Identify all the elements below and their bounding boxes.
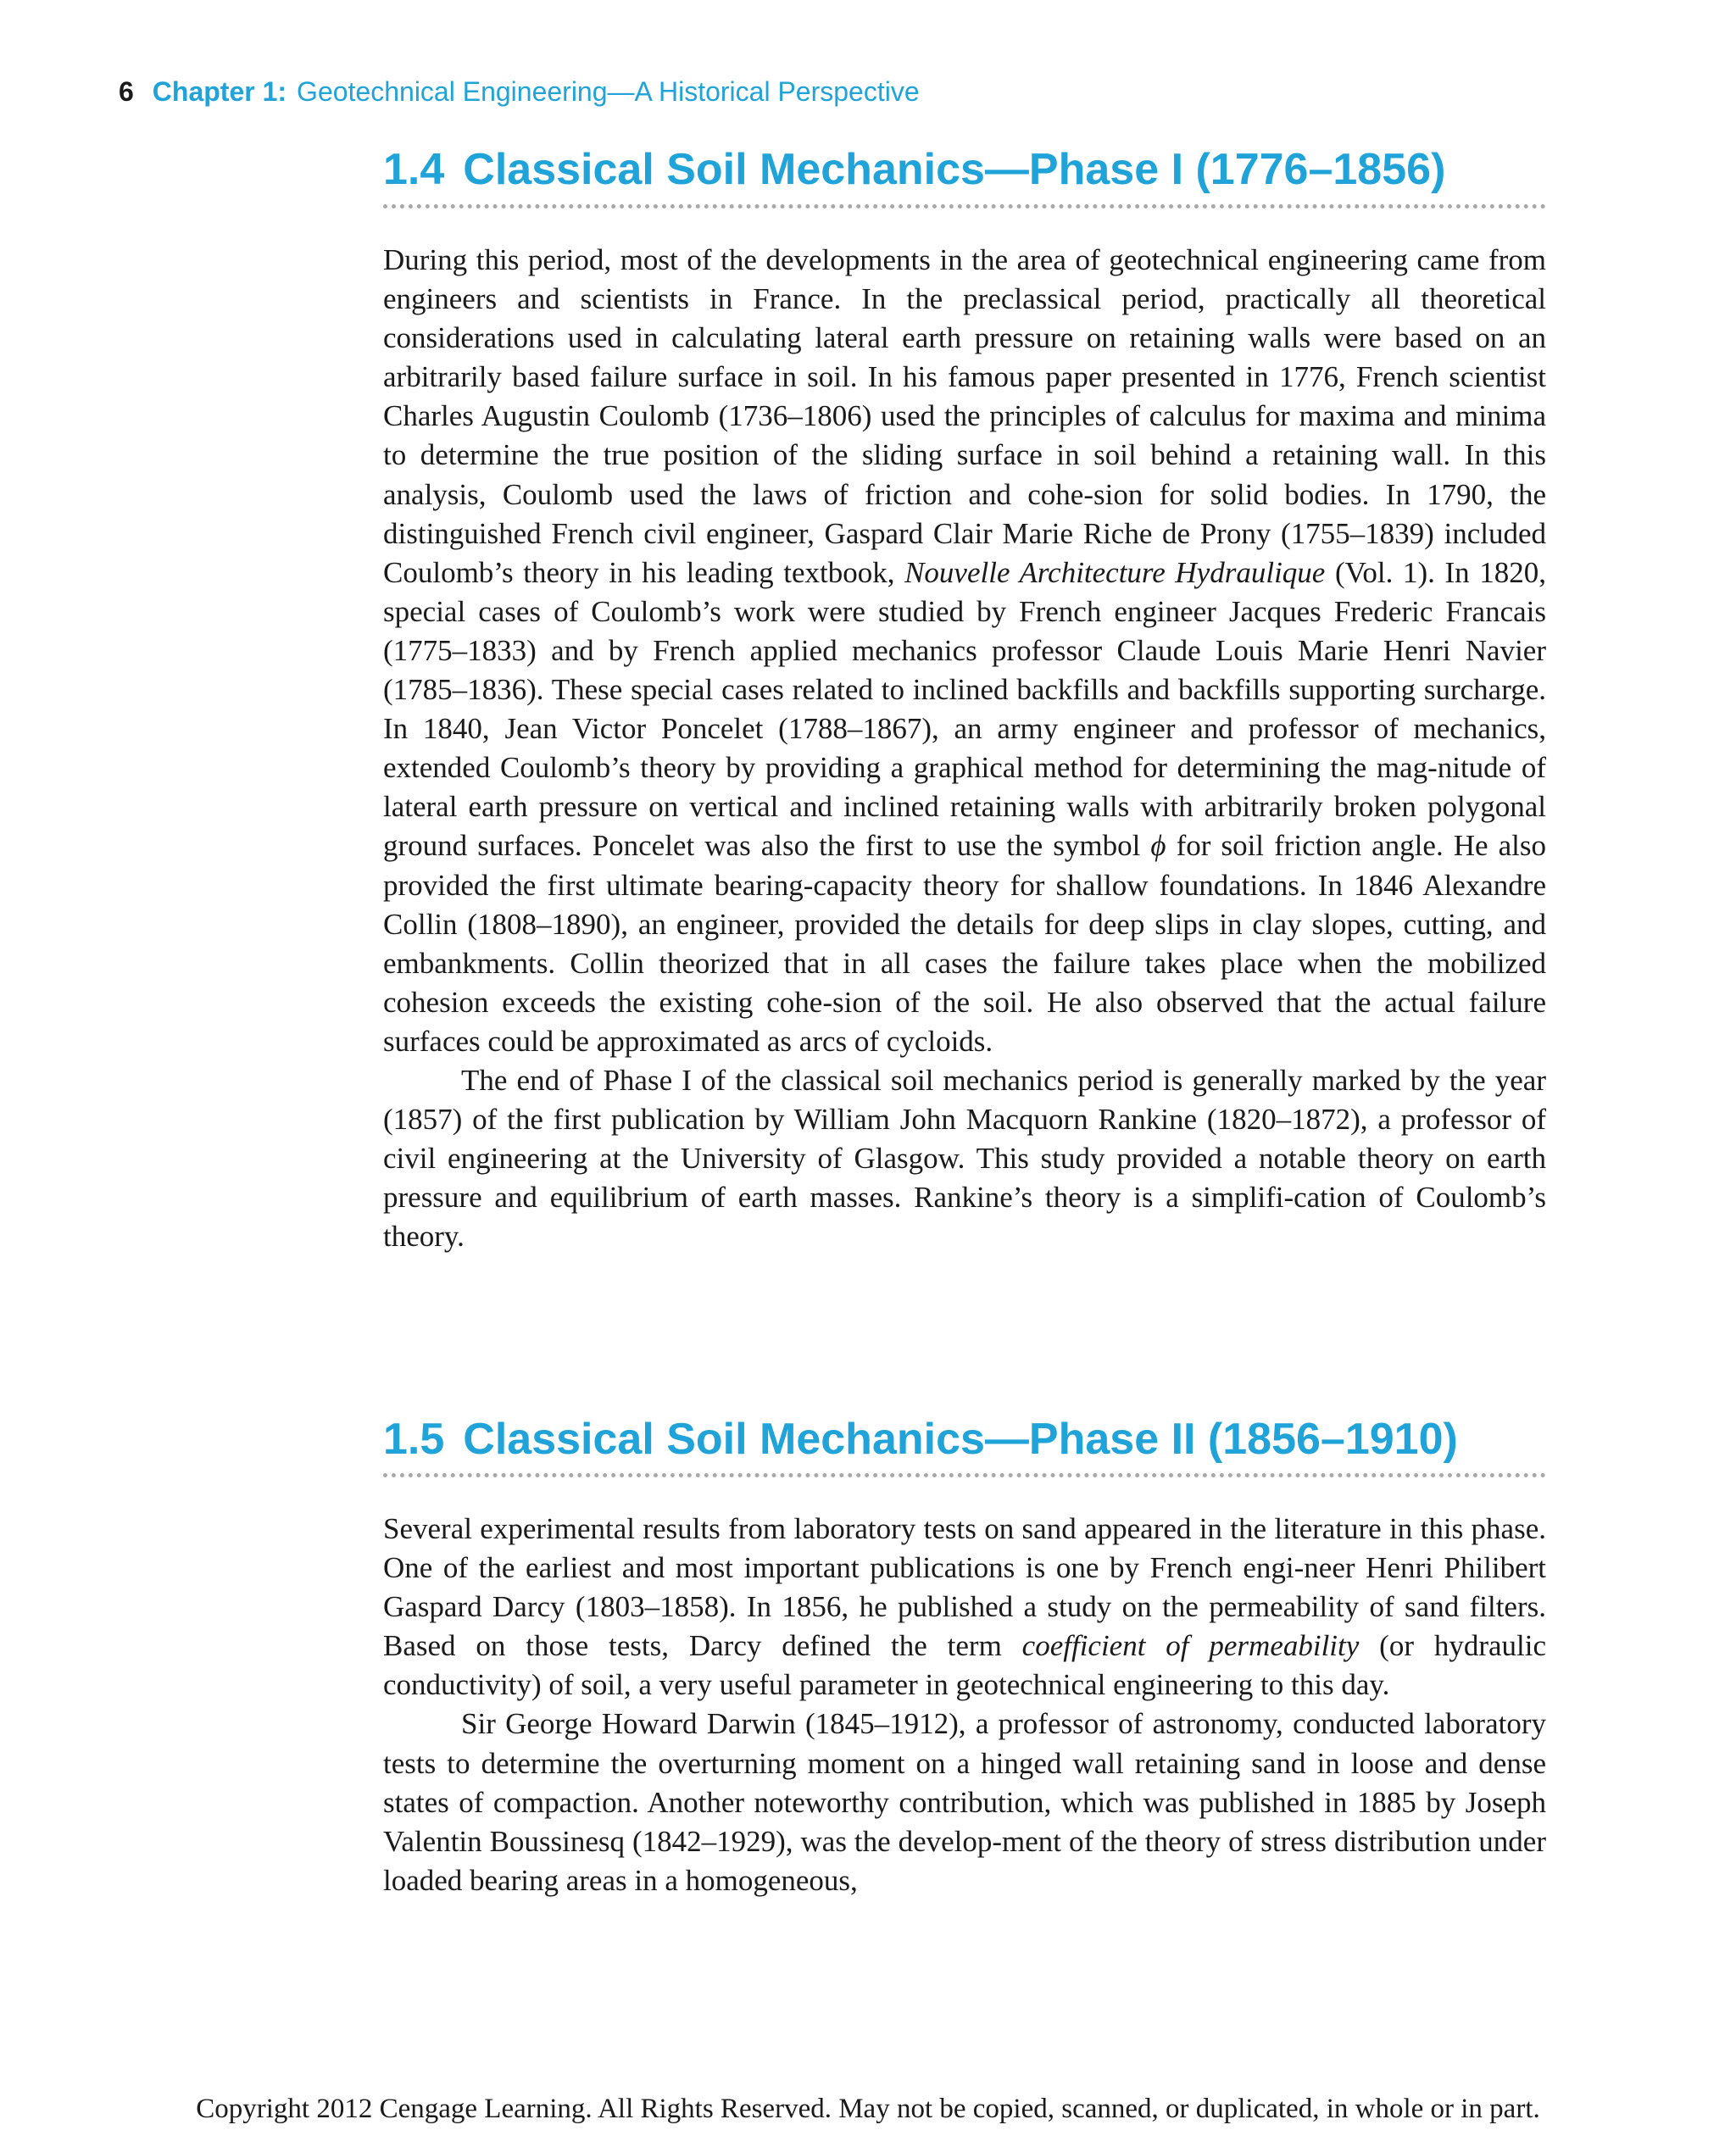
text-run: for soil friction angle. He also provided the first ultimate bearing-capacity theory for shallow foundations. In 1846 Alexandre Collin (1808–1890), an engineer, provided the details for deep slips in clay slopes, cutting, and embankments. Collin theorized that in all cases the failure takes place when the mobilized cohesion exceeds the existing cohe-sion of the soil. He also observed that the actual failure surfaces could be approximated as arcs of cycloids. — [383, 829, 1546, 1058]
page-number: 6 — [119, 76, 134, 107]
phi-symbol: ϕ — [1150, 829, 1166, 863]
section-divider — [383, 204, 1546, 209]
chapter-title: Geotechnical Engineering—A Historical Perspective — [297, 76, 920, 107]
text-run: (Vol. 1). In 1820, special cases of Coulomb’s work were studied by French engineer Jacques Frederic Francais (1775–1833) and by French applied mechanics professor Claude Louis Marie Henri Navier (1785–1836). These special cases related to inclined backfills and backfills supporting surcharge. In 1840, Jean Victor Poncelet (1788–1867), an army engineer and professor of mechanics, extended Coulomb’s theory by providing a graphical method for determining the mag-nitude of lateral earth pressure on vertical and inclined retaining walls with arbitrarily broken polygonal ground surfaces. Poncelet was also the first to use the symbol — [383, 555, 1546, 863]
copyright-notice: Copyright 2012 Cengage Learning. All Rights Reserved. May not be copied, scanned, or duplicated, in whole or in part. — [196, 2094, 1540, 2124]
section-1-5-body — [383, 1510, 1546, 1900]
term-italic: coefficient of permeability — [1021, 1629, 1360, 1663]
text-run: (or hydraulic conductivity) of soil, a very useful parameter in geotechnical engineering to this day. — [383, 1629, 1547, 1702]
paragraph — [383, 1510, 1546, 1705]
chapter-label: Chapter 1: — [152, 76, 287, 107]
section-title: Classical Soil Mechanics—Phase I (1776–1856) — [463, 145, 1446, 194]
section-heading-1-4 — [383, 142, 1546, 197]
text-run: Several experimental results from laboratory tests on sand appeared in the literature in this phase. One of the earliest and most important publications is one by French engi-neer Henri Philibert Gaspard Darcy (1803–1858). In 1856, he published a study on the permeability of sand filters. Based on those tests, Darcy defined the term — [383, 1512, 1546, 1663]
book-title-italic: Nouvelle Architecture Hydraulique — [904, 555, 1326, 589]
paragraph: The end of Phase I of the classical soil mechanics period is generally marked by the year (1857) of the first publication by William John Macquorn Rankine (1820–1872), a professor of civil engineering at the University of Glasgow. This study provided a notable theory on earth pressure and equilibrium of earth masses. Rankine’s theory is a simplifi-cation of Coulomb’s theory. — [383, 1063, 1546, 1254]
section-number: 1.5 — [383, 1415, 445, 1464]
paragraph — [383, 241, 1546, 1061]
section-1-4-body — [383, 241, 1546, 1256]
section-heading-1-5 — [383, 1412, 1546, 1466]
section-title: Classical Soil Mechanics—Phase II (1856–1910) — [463, 1415, 1458, 1464]
running-head — [119, 73, 920, 110]
paragraph: Sir George Howard Darwin (1845–1912), a professor of astronomy, conducted laboratory tests to determine the overturning moment on a hinged wall retaining sand in loose and dense states of compaction. Another noteworthy contribution, which was published in 1885 by Joseph Valentin Boussinesq (1842–1929), was the develop-ment of the theory of stress distribution under loaded bearing areas in a homogeneous, — [383, 1707, 1546, 1897]
text-run: During this period, most of the developments in the area of geotechnical engineering came from engineers and scientists in France. In the preclassical period, practically all theoretical considerations used in calculating lateral earth pressure on retaining walls were based on an arbitrarily based failure surface in soil. In his famous paper presented in 1776, French scientist Charles Augustin Coulomb (1736–1806) used the principles of calculus for maxima and minima to determine the true position of the sliding surface in soil behind a retaining wall. In this analysis, Coulomb used the laws of friction and cohe-sion for solid bodies. In 1790, the distinguished French civil engineer, Gaspard Clair Marie Riche de Prony (1755–1839) included Coulomb’s theory in his leading textbook, — [383, 243, 1546, 589]
section-number: 1.4 — [383, 145, 445, 194]
section-divider — [383, 1473, 1546, 1477]
